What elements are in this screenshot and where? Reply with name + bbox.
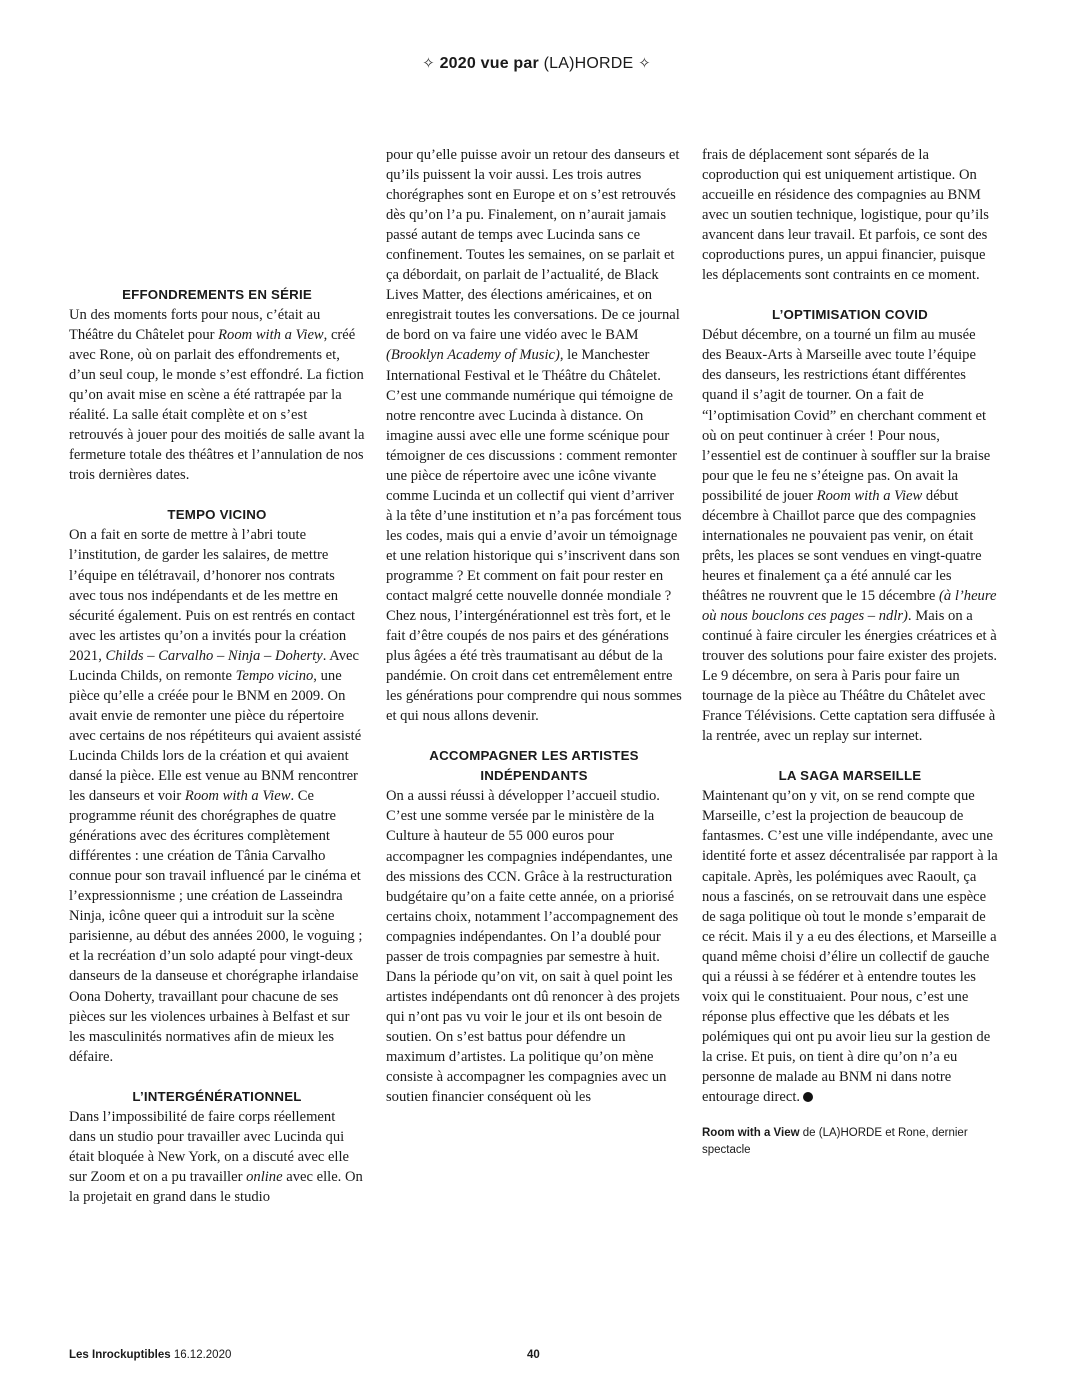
section-heading: ACCOMPAGNER LES ARTISTES INDÉPENDANTS bbox=[429, 748, 639, 784]
paragraph: frais de déplacement sont séparés de la coproduction qui est uniquement artistique. On accueille en résidence des compagnies au BNM avec un soutien technique, logistique, pour qu’ils avancent dans leur travail. Et parfois, ce sont des coproductions pures, un appui financier, puisque les déplacements sont contraints en ce moment. bbox=[702, 147, 989, 284]
section-heading: EFFONDREMENTS EN SÉRIE bbox=[122, 287, 312, 302]
issue-date: 16.12.2020 bbox=[173, 1349, 232, 1361]
paragraph: Début décembre, on a tourné un film au musée des Beaux-Arts à Marseille avec toute l’équipe des danseurs, les restrictions étant différentes quand il s’agit de tourner. On a fait de “l’optimisation Covid” en cherchant comment et où on peut continuer à créer ! Pour nous, l’essentiel est de continuer à souffler sur la braise pour que le feu ne s’éteigne pas. On avait la possibilité de jouer Room with a View début décembre à Chaillot parce que des compagnies internationales ne pouvaient pas venir, on était prêts, les places se sont vendues en vingt-quatre heures et finalement ça a été annulé car les théâtres ne rouvrent que le 15 décembre (à l’heure où nous bouclons ces pages – ndlr). Mais on a continué à faire circuler les énergies créatrices et à trouver des solutions pour faire exister des projets. Le 9 décembre, on sera à Paris pour faire un tournage de la pièce au Théâtre du Châtelet avec France Télévisions. Cette captation sera diffusée à la rentrée, avec un replay sur internet. bbox=[702, 327, 998, 745]
section-heading: LA SAGA MARSEILLE bbox=[778, 768, 922, 784]
photo-caption: Room with a View de (LA)HORDE et Rone, dernier spectacle bbox=[702, 1127, 968, 1157]
paragraph: Maintenant qu’on y vit, on se rend compte que Marseille, c’est la projection de beaucoup de fantasmes. C’est une ville indépendante, avec une identité forte et assez décentralisée par rapport à la capitale. Après, les polémiques avec Raoult, ça nous a fascinés, on se retrouvait dans une espèce de saga politique où tout le monde s’emparait de ce récit. Mais il y a eu des élections, et Marseille a quand même choisi d’élire un collectif de gauche qui a réussi à se fédérer et à entendre toutes les voix qui le constituaient. Pour nous, c’est une réponse plus effective que les débats et les polémiques qui ont pu avoir lieu sur la gestion de la crise. Et puis, on tient à dire qu’on n’a eu personne de malade au BNM ni dans notre entourage direct. bbox=[702, 788, 998, 1106]
article-column-3 bbox=[702, 145, 998, 1159]
paragraph: On a fait en sorte de mettre à l’abri toute l’institution, de garder les salaires, de mettre l’équipe en télétravail, d’honorer nos contrats avec tous nos indépendants et de les mettre en sécurité également. Puis on est rentrés en contact avec les artistes qu’on a invités pour la création 2021, Childs – Carvalho – Ninja – Doherty. Avec Lucinda Childs, on remonte Tempo vicino, une pièce qu’elle a créée pour le BNM en 2009. On avait envie de remonter une pièce du répertoire avec certains de nos répétiteurs qui avaient assisté Lucinda Childs lors de la création et qui avaient dansé la pièce. Elle est venue au BNM rencontrer les danseurs et voir Room with a View. Ce programme réunit des chorégraphes de quatre générations avec des écritures complètement différentes : une création de Tânia Carvalho connue pour son travail influencé par le cinéma et l’expressionnisme ; une création de Lasseindra Ninja, icône queer qui a introduit sur la scène parisienne, au début des années 2000, le voguing ; et la recréation d’un solo adapté pour vingt-deux danseurs de la danseuse et chorégraphe irlandaise Oona Doherty, travaillant pour chacune de ses pièces sur les violences urbaines à Belfast et sur les masculinités normatives afin de mieux les défaire. bbox=[69, 527, 363, 1065]
section-heading: TEMPO VICINO bbox=[167, 507, 267, 523]
header-title: 2020 vue par bbox=[439, 55, 539, 72]
footer-publication bbox=[69, 1349, 231, 1361]
paragraph: Un des moments forts pour nous, c’était au Théâtre du Châtelet pour Room with a View, créé avec Rone, où on parlait des effondrements et, d’un seul coup, le monde s’est effondré. La fiction qu’on avait mise en scène a été rattrapée par la réalité. La salle était complète et on s’est retrouvés à jouer pour des moitiés de salle avant la fermeture totale des théâtres et l’annulation de nos trois dernières dates. bbox=[69, 307, 365, 484]
page-number: 40 bbox=[527, 1349, 540, 1361]
paragraph: pour qu’elle puisse avoir un retour des danseurs et qu’ils puissent la voir aussi. Les trois autres chorégraphes sont en Europe et on s’est retrouvés dès qu’on l’a pu. Finalement, on n’aurait jamais passé autant de temps avec Lucinda sans ce confinement. Toutes les semaines, on se parlait et ça débordait, on parlait de l’actualité, de Black Lives Matter, des élections américaines, et on enregistrait toutes les conversations. De ce journal de bord on va faire une vidéo avec le BAM (Brooklyn Academy of Music), le Manchester International Festival et le Théâtre du Châtelet. C’est une commande numérique qui témoigne de notre rencontre avec Lucinda à distance. On imagine aussi avec elle une forme scénique pour témoigner de ces discussions : comment remonter une pièce de répertoire avec une icône vivante comme Lucinda et un collectif qui vient d’arriver à la tête d’une institution et n’a pas forcément tous les codes, mais qui a envie d’avoir un témoignage et une relation historique qui s’inscrivent dans son programme ? Et comment on fait pour rester en contact malgré cette nouvelle donnée mondiale ? Chez nous, l’intergénérationnel est très fort, et le fait d’être coupés de nos pairs et des générations plus âgées a été très traumatisant au début de la pandémie. On croit dans cet entremêlement entre les générations pour comprendre qui nous sommes et qui nous allons devenir. bbox=[386, 147, 682, 725]
section-heading: L’INTERGÉNÉRATIONNEL bbox=[132, 1088, 302, 1104]
publication-name: Les Inrockuptibles bbox=[69, 1349, 171, 1361]
article-column-1 bbox=[69, 285, 365, 1207]
sparkle-icon: ✧ bbox=[638, 55, 651, 72]
sparkle-icon: ✧ bbox=[422, 55, 435, 72]
header-collective-name: (LA)HORDE bbox=[543, 55, 634, 72]
end-of-article-dot-icon bbox=[803, 1092, 813, 1102]
article-column-2 bbox=[386, 145, 682, 1107]
page-header bbox=[0, 54, 1073, 73]
paragraph: Dans l’impossibilité de faire corps réellement dans un studio pour travailler avec Lucinda qui était bloquée à New York, on a discuté avec elle sur Zoom et on a pu travailler online avec elle. On la projetait en grand dans le studio bbox=[69, 1108, 363, 1205]
paragraph: On a aussi réussi à développer l’accueil studio. C’est une somme versée par le ministère de la Culture à hauteur de 55 000 euros pour accompagner les compagnies indépendantes, une des missions des CCN. Grâce à la restructuration budgétaire qu’on a faite cette année, on a priorisé certains choix, notamment l’accompagnement des compagnies indépendantes. On l’a doublé pour passer de trois compagnies par semestre à huit. Dans la période qu’on vit, on sait à quel point les artistes indépendants ont dû renoncer à des projets qui n’ont pas vu voir le jour et ils ont besoin de soutien. On s’est battus pour défendre un maximum d’artistes. La politique qu’on mène consiste à accompagner les compagnies avec un soutien financier conséquent où les bbox=[386, 788, 680, 1106]
section-heading: L’OPTIMISATION COVID bbox=[772, 307, 928, 323]
